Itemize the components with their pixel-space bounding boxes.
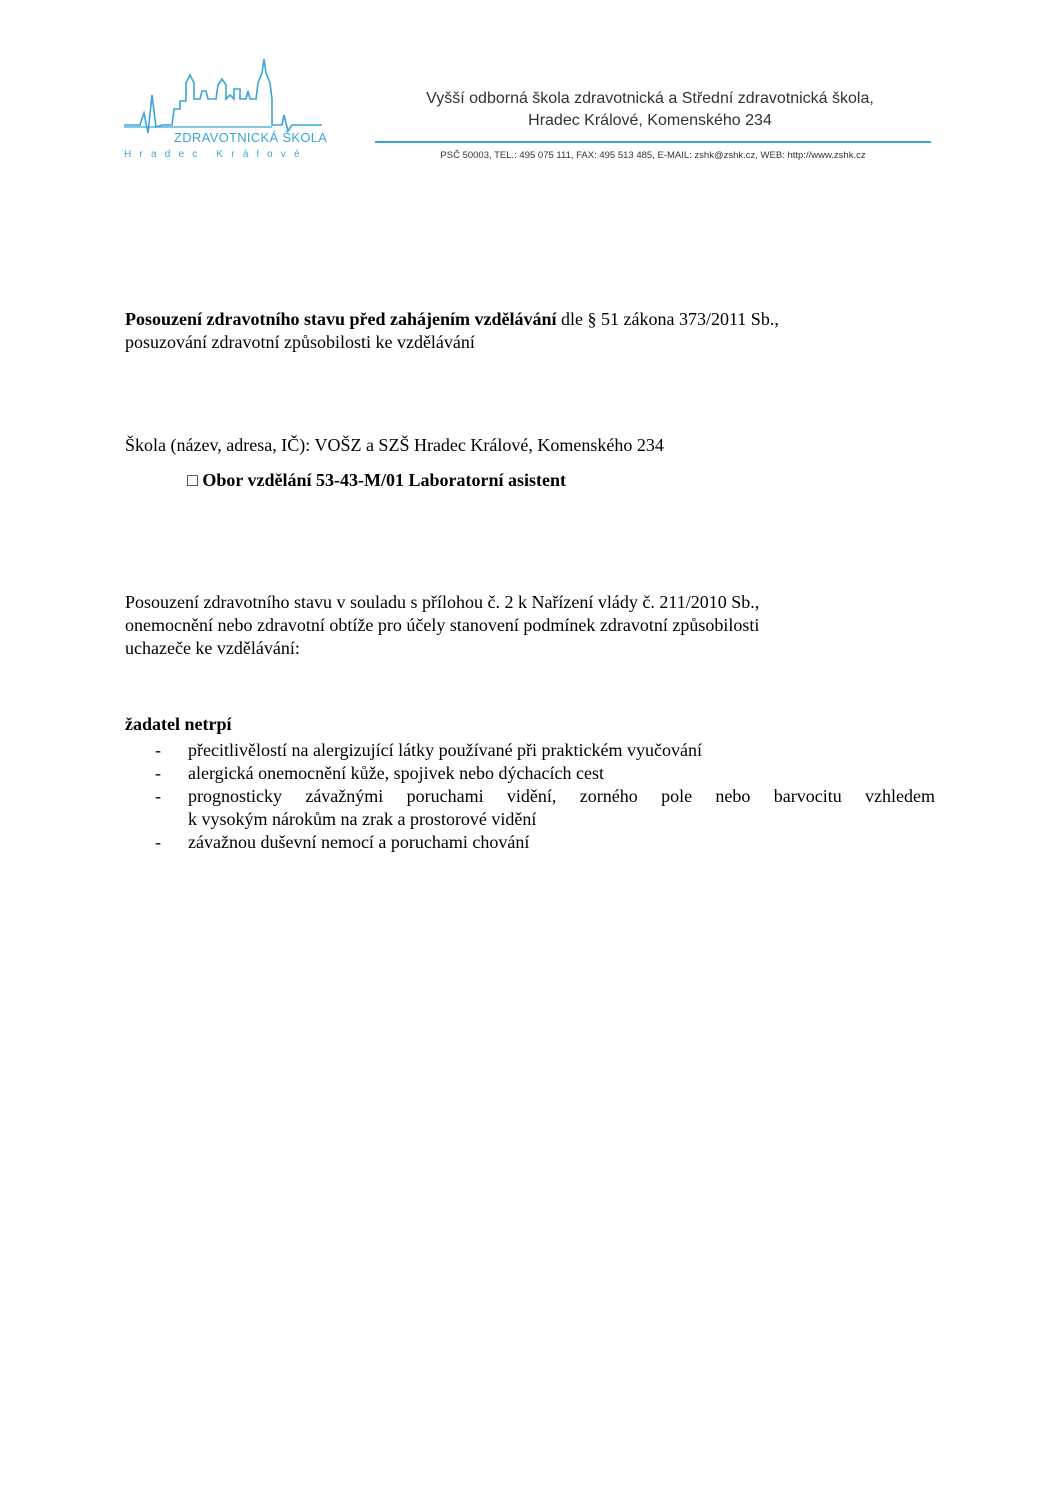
list-item-text: přecitlivělostí na alergizující látky používané při praktickém vyučování [188,740,702,760]
field-checkbox: □ [187,470,198,490]
list-item-text: závažnou duševní nemocí a poruchami chování [188,832,530,852]
school-logo [122,55,328,165]
school-address-line: Hradec Králové, Komenského 234 [528,112,772,129]
list-bullet: - [155,740,161,760]
assessment-line-3: uchazeče ke vzdělávání: [125,638,300,658]
list-bullet: - [155,786,161,806]
list-item [125,762,935,785]
document-title-bold: Posouzení zdravotního stavu před zahájením vzdělávání [125,309,557,329]
school-label: Škola (název, adresa, IČ): [125,435,311,455]
school-header-title [370,88,930,132]
list-item [125,785,935,831]
list-item [125,831,935,854]
header-contact-info: PSČ 50003, TEL.: 495 075 111, FAX: 495 513 485, E-MAIL: zshk@zshk.cz, WEB: http://www.zshk.cz [440,150,866,161]
list-item [125,739,935,762]
list-item-text: alergická onemocnění kůže, spojivek nebo dýchacích cest [188,763,605,783]
assessment-line-1: Posouzení zdravotního stavu v souladu s přílohou č. 2 k Nařízení vlády č. 211/2010 Sb., [125,592,760,612]
list-item-text-continued: k vysokým nárokům na zrak a prostorové vidění [188,809,537,829]
assessment-line-2: onemocnění nebo zdravotní obtíže pro účely stanovení podmínek zdravotní způsobilosti [125,615,760,635]
document-title-law: dle § 51 zákona 373/2011 Sb., [556,309,779,329]
school-name-line: Vyšší odborná škola zdravotnická a Střední zdravotnická škola, [426,90,874,107]
document-subtitle: posuzování zdravotní způsobilosti ke vzdělávání [125,332,475,352]
list-item-text: prognosticky závažnými poruchami vidění, zorného pole nebo barvocitu vzhledem [188,786,935,806]
list-bullet: - [155,832,161,852]
logo-city-name: Hradec Králové [124,149,308,160]
header-divider [375,141,931,143]
conditions-list [125,739,935,854]
list-bullet: - [155,763,161,783]
school-info [125,435,664,456]
conditions-heading: žadatel netrpí [125,714,232,734]
document-title [125,309,779,330]
school-value: VOŠZ a SZŠ Hradec Králové, Komenského 234 [310,435,664,455]
logo-skyline-ecg-icon [122,55,322,135]
study-field [187,470,566,491]
field-label: Obor vzdělání 53-43-M/01 Laboratorní asistent [197,470,567,490]
logo-school-name: ZDRAVOTNICKÁ ŠKOLA [174,130,328,145]
